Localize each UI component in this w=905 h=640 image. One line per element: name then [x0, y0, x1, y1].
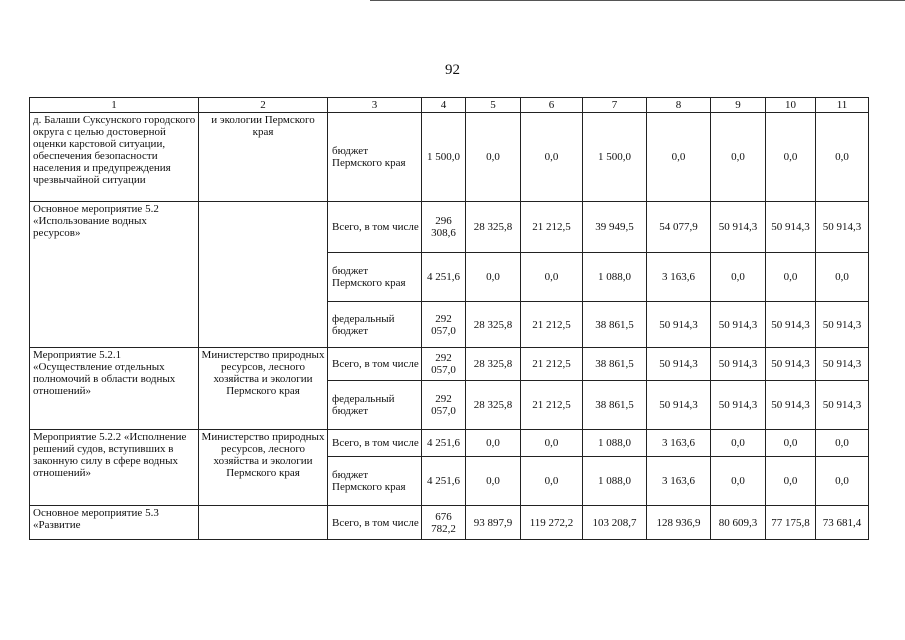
column-header: 1: [30, 98, 199, 113]
amount-cell: 292 057,0: [422, 302, 466, 348]
amount-cell: 0,0: [711, 253, 766, 302]
amount-cell: 0,0: [521, 113, 583, 202]
funding-source-cell: Всего, в том числе: [328, 202, 422, 253]
table-row: [30, 202, 869, 253]
amount-cell: 21 212,5: [521, 302, 583, 348]
amount-cell: 0,0: [521, 430, 583, 457]
amount-cell: 50 914,3: [711, 348, 766, 381]
activity-cell: Основное мероприятие 5.2 «Использование водных ресурсов»: [30, 202, 199, 348]
amount-cell: 28 325,8: [466, 202, 521, 253]
amount-cell: 0,0: [711, 113, 766, 202]
amount-cell: 50 914,3: [766, 348, 816, 381]
amount-cell: 0,0: [816, 457, 869, 506]
activity-cell: д. Балаши Суксунского городского округа с целью достоверной оценки карстовой ситуации, обеспечения безопасности населения и предупреждения чрезвычайной ситуации: [30, 113, 199, 202]
amount-cell: 50 914,3: [816, 202, 869, 253]
amount-cell: 3 163,6: [647, 457, 711, 506]
executor-cell: [199, 506, 328, 540]
amount-cell: 50 914,3: [766, 202, 816, 253]
amount-cell: 0,0: [766, 430, 816, 457]
funding-source-cell: Всего, в том числе: [328, 506, 422, 540]
amount-cell: 50 914,3: [711, 381, 766, 430]
amount-cell: 1 088,0: [583, 457, 647, 506]
amount-cell: 50 914,3: [647, 381, 711, 430]
table-row: [30, 506, 869, 540]
column-header: 8: [647, 98, 711, 113]
amount-cell: 50 914,3: [766, 302, 816, 348]
amount-cell: 103 208,7: [583, 506, 647, 540]
executor-cell: [199, 202, 328, 348]
amount-cell: 4 251,6: [422, 253, 466, 302]
amount-cell: 50 914,3: [647, 348, 711, 381]
amount-cell: 1 088,0: [583, 253, 647, 302]
funding-source-cell: бюджет Пермского края: [328, 253, 422, 302]
table-row: [30, 348, 869, 381]
amount-cell: 0,0: [521, 253, 583, 302]
amount-cell: 3 163,6: [647, 253, 711, 302]
amount-cell: 50 914,3: [711, 202, 766, 253]
funding-source-cell: федеральный бюджет: [328, 302, 422, 348]
amount-cell: 50 914,3: [647, 302, 711, 348]
amount-cell: 77 175,8: [766, 506, 816, 540]
amount-cell: 50 914,3: [766, 381, 816, 430]
activity-cell: Мероприятие 5.2.2 «Исполнение решений судов, вступивших в законную силу в сфере водных отношений»: [30, 430, 199, 506]
amount-cell: 1 088,0: [583, 430, 647, 457]
activity-cell: Мероприятие 5.2.1 «Осуществление отдельных полномочий в области водных отношений»: [30, 348, 199, 430]
amount-cell: 0,0: [466, 457, 521, 506]
amount-cell: 50 914,3: [711, 302, 766, 348]
funding-source-cell: бюджет Пермского края: [328, 113, 422, 202]
column-header: 7: [583, 98, 647, 113]
amount-cell: 21 212,5: [521, 381, 583, 430]
amount-cell: 119 272,2: [521, 506, 583, 540]
amount-cell: 0,0: [711, 430, 766, 457]
budget-table: [29, 97, 869, 540]
amount-cell: 0,0: [766, 457, 816, 506]
amount-cell: 28 325,8: [466, 302, 521, 348]
amount-cell: 292 057,0: [422, 381, 466, 430]
amount-cell: 54 077,9: [647, 202, 711, 253]
executor-cell: Министерство природных ресурсов, лесного хозяйства и экологии Пермского края: [199, 430, 328, 506]
table-row: [30, 430, 869, 457]
amount-cell: 4 251,6: [422, 430, 466, 457]
funding-source-cell: Всего, в том числе: [328, 430, 422, 457]
amount-cell: 50 914,3: [816, 381, 869, 430]
amount-cell: 0,0: [816, 113, 869, 202]
amount-cell: 296 308,6: [422, 202, 466, 253]
funding-source-cell: Всего, в том числе: [328, 348, 422, 381]
table-row: [30, 113, 869, 202]
amount-cell: 38 861,5: [583, 381, 647, 430]
amount-cell: 4 251,6: [422, 457, 466, 506]
amount-cell: 676 782,2: [422, 506, 466, 540]
column-header: 4: [422, 98, 466, 113]
amount-cell: 292 057,0: [422, 348, 466, 381]
executor-cell: и экологии Пермского края: [199, 113, 328, 202]
executor-cell: Министерство природных ресурсов, лесного хозяйства и экологии Пермского края: [199, 348, 328, 430]
column-header: 6: [521, 98, 583, 113]
amount-cell: 1 500,0: [583, 113, 647, 202]
amount-cell: 73 681,4: [816, 506, 869, 540]
column-header: 3: [328, 98, 422, 113]
amount-cell: 0,0: [711, 457, 766, 506]
column-header: 10: [766, 98, 816, 113]
amount-cell: 0,0: [816, 253, 869, 302]
amount-cell: 50 914,3: [816, 348, 869, 381]
activity-cell: Основное мероприятие 5.3 «Развитие: [30, 506, 199, 540]
amount-cell: 0,0: [466, 113, 521, 202]
amount-cell: 0,0: [466, 253, 521, 302]
amount-cell: 80 609,3: [711, 506, 766, 540]
amount-cell: 21 212,5: [521, 202, 583, 253]
amount-cell: 0,0: [466, 430, 521, 457]
column-header: 5: [466, 98, 521, 113]
column-header: 9: [711, 98, 766, 113]
amount-cell: 50 914,3: [816, 302, 869, 348]
amount-cell: 128 936,9: [647, 506, 711, 540]
amount-cell: 21 212,5: [521, 348, 583, 381]
amount-cell: 0,0: [766, 113, 816, 202]
amount-cell: 0,0: [647, 113, 711, 202]
amount-cell: 0,0: [521, 457, 583, 506]
amount-cell: 38 861,5: [583, 302, 647, 348]
top-rule: [370, 0, 905, 1]
funding-source-cell: бюджет Пермского края: [328, 457, 422, 506]
column-header: 11: [816, 98, 869, 113]
column-header: 2: [199, 98, 328, 113]
funding-source-cell: федеральный бюджет: [328, 381, 422, 430]
amount-cell: 38 861,5: [583, 348, 647, 381]
header-row: [30, 98, 869, 113]
amount-cell: 28 325,8: [466, 348, 521, 381]
page-number: 92: [445, 62, 460, 78]
amount-cell: 39 949,5: [583, 202, 647, 253]
amount-cell: 93 897,9: [466, 506, 521, 540]
amount-cell: 3 163,6: [647, 430, 711, 457]
amount-cell: 0,0: [816, 430, 869, 457]
amount-cell: 1 500,0: [422, 113, 466, 202]
amount-cell: 0,0: [766, 253, 816, 302]
amount-cell: 28 325,8: [466, 381, 521, 430]
